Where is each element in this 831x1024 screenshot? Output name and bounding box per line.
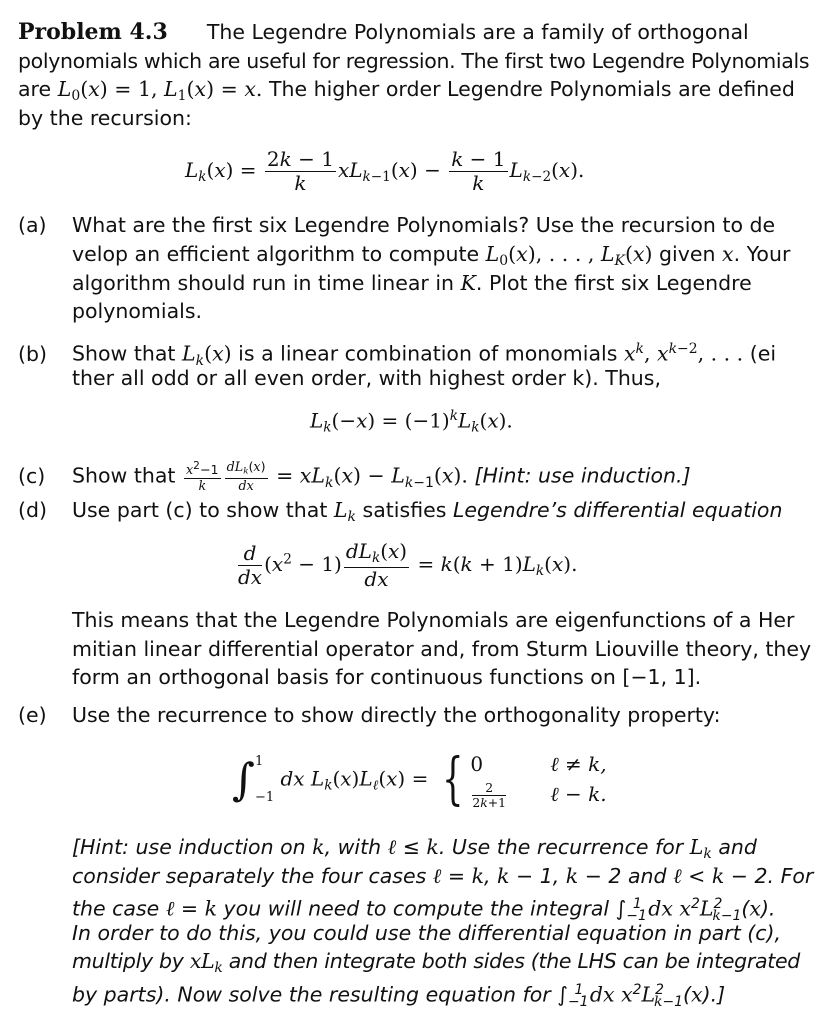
part-b-line-1: (b) Show that $L_k(x)$ is a linear combination of monomials $x^k$, $x^{k-2}$, . . . (ei [18,341,777,369]
part-a-line-3: algorithm should run in time linear in K. Plot the first six Legendre [72,271,752,295]
case-1-value: 0 [470,752,484,777]
part-e-text: Use the recurrence to show directly the orthogonality property: [72,703,721,727]
part-a-text: . Plot the first six Legendre [475,271,752,295]
part-d-line: (d) Use part (c) to show that $L_k$ satisfies Legendre’s differential equation [18,498,783,526]
part-c-text: Show that [72,463,176,488]
part-d-text: satisfies [362,498,447,522]
legendre-differential-equation: $\frac{d}{dx}$ $(x^2 - 1)$ $\frac{dL_k(x)}{dx}$ = $k(k + 1)L_k(x)$. [238,539,578,591]
recursion-equation: $L_k(x)$ = $\frac{2k - 1}{k}$ $xL_{k-1}(x)$ − $\frac{k - 1}{k}$ $L_{k-2}(x)$. [185,147,585,195]
part-e-hint-2: consider separately the four cases ℓ = k, k − 1, k − 2 and ℓ < k − 2. For [72,864,814,888]
intro-line-3: are $L_0(x) = 1$, $L_1(x) = x$. The higher order Legendre Polynomials are defined [18,77,795,105]
part-e-line-1 [18,701,720,729]
part-a-line-1 [18,211,775,239]
part-d-text: Use part (c) to show that [72,498,328,522]
part-a-text: What are the first six Legendre Polynomials? Use the recursion to de [72,213,776,237]
orthogonality-equation: ∫ 1 −1 dx $L_k(x)L_\ell(x)$ = { 0 ℓ ≠ k, $\frac{2}{2k+1}$ ℓ − k. [232,747,607,812]
parity-equation: $L_k(-x) = (-1)^kL_k(x)$. [310,408,513,436]
part-b-line-2: ther all odd or all even order, with highest order k). Thus, [72,366,661,390]
intro-line-4: by the recursion: [18,106,192,130]
part-e-hint-4: In order to do this, you could use the differential equation in part (c), [72,921,782,945]
part-a-text: algorithm should run in time linear in [72,271,455,295]
problem-title: Problem 4.3 [18,19,168,45]
case-2-condition: ℓ − k. [550,782,607,807]
part-d-follow-2: mitian linear differential operator and, from Sturm Liouville theory, they [72,637,812,661]
part-e-hint-3: the case ℓ = k you will need to compute the integral $\int_{-1}^1$ dx $x^2L^2_{k-1}(x)$. [72,896,776,924]
part-c-line: (c) Show that $\frac{x^2-1}{k}$ $\frac{dL_k(x)}{dx}$ = $xL_k(x) - L_{k-1}(x)$. [Hint: use induction.] [18,459,691,493]
part-a-text: velop an efficient algorithm to compute [72,242,480,266]
part-c-hint: [Hint: use induction.] [474,463,691,488]
part-e-hint-5: multiply by $xL_k$ and then integrate both sides (the LHS can be integrated [72,949,801,977]
case-1-condition: ℓ ≠ k, [550,752,607,777]
intro-line-2: polynomials which are useful for regression. The first two Legendre Polynomials [18,49,810,73]
part-d-follow-1: This means that the Legendre Polynomials are eigenfunctions of a Her [72,608,795,632]
part-e-hint-1: [Hint: use induction on k, with ℓ ≤ k. Use the recurrence for $L_k$ and [72,835,757,863]
part-c-label: (c) [18,463,46,488]
part-b-text: Show that [72,341,176,366]
part-a-label: (a) [18,213,47,237]
part-e-label: (e) [18,703,47,727]
part-d-emphasis: Legendre’s differential equation [452,498,783,522]
part-a-line-2: velop an efficient algorithm to compute $L_0(x)$, . . . , $L_K(x)$ given x. Your [72,242,791,270]
part-b-text: is a linear combination of monomials [238,341,618,366]
intro-line-1 [18,18,749,46]
part-d-follow-3: form an orthogonal basis for continuous functions on [−1, 1]. [72,665,702,689]
part-d-label: (d) [18,498,48,522]
part-a-line-4: polynomials. [72,299,203,323]
part-b-label: (b) [18,341,48,366]
intro-text-1: The Legendre Polynomials are a family of orthogonal [206,20,749,44]
part-a-text: given [659,242,716,266]
intro-text: The higher order Legendre Polynomials are defined [268,77,795,101]
intro-text: are [18,77,52,101]
part-e-hint-6: by parts). Now solve the resulting equation for $\int_{-1}^1$ dx $x^2L^2_{k-1}(x)$.] [72,982,726,1010]
part-a-text: . Your [733,242,791,266]
part-b-text: (ei [749,341,777,366]
